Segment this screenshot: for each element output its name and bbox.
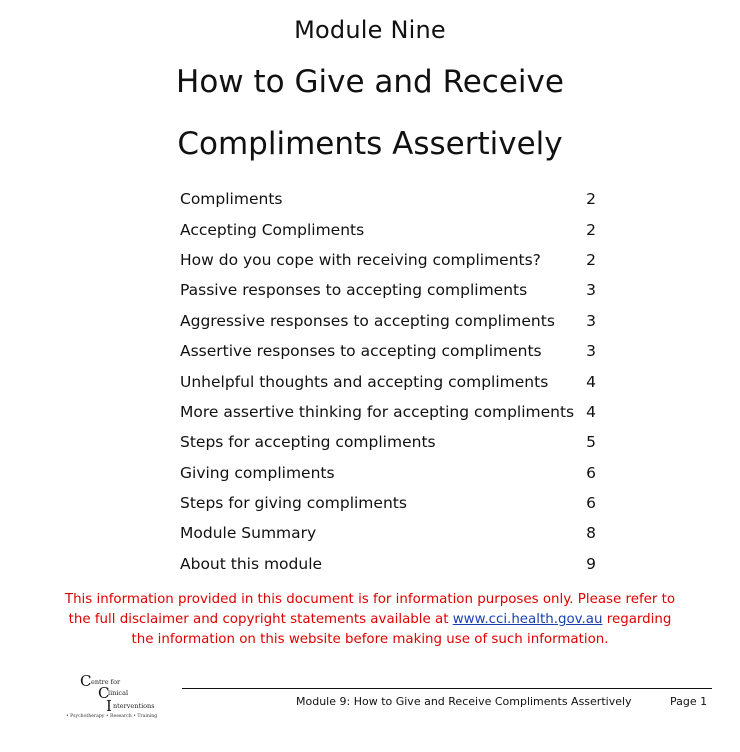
website-link[interactable]: www.cci.health.gov.au: [452, 612, 603, 627]
toc-item-label: Assertive responses to accepting compliments: [180, 342, 542, 361]
logo-text-line2: linical: [108, 689, 129, 697]
logo-tagline: • Psychotherapy • Research • Training: [66, 714, 158, 719]
toc-item-label: Passive responses to accepting compliments: [180, 281, 528, 300]
toc-item-label: How do you cope with receiving compliments?: [180, 250, 541, 269]
toc-item-page: 5: [586, 433, 596, 452]
toc-item[interactable]: [180, 336, 596, 366]
toc-item[interactable]: [180, 275, 596, 305]
toc-item-page: 8: [586, 524, 596, 543]
toc-item[interactable]: [180, 245, 596, 275]
toc-item-label: Steps for accepting compliments: [180, 433, 436, 452]
logo-letter-c1: C: [80, 672, 92, 690]
disclaimer-notice: [60, 590, 680, 650]
toc-item[interactable]: [180, 184, 596, 214]
cci-logo: [62, 672, 172, 722]
logo-text-line1: entre for: [91, 678, 121, 686]
toc-item-label: Aggressive responses to accepting compliments: [180, 311, 555, 330]
table-of-contents: [180, 184, 596, 579]
toc-item[interactable]: [180, 366, 596, 396]
toc-item-page: 3: [586, 281, 596, 300]
footer-title: Module 9: How to Give and Receive Compliments Assertively: [296, 695, 632, 708]
toc-item-label: Accepting Compliments: [180, 220, 365, 239]
footer-divider: [182, 688, 712, 689]
toc-item-page: 6: [586, 494, 596, 513]
toc-item-page: 2: [586, 250, 596, 269]
notice-text-after: regarding the information on this website before making use of such information.: [131, 612, 672, 647]
toc-item[interactable]: [180, 427, 596, 457]
toc-item[interactable]: [180, 549, 596, 579]
toc-item-page: 4: [586, 402, 596, 421]
toc-item[interactable]: [180, 397, 596, 427]
toc-item-page: 4: [586, 372, 596, 391]
toc-item-label: About this module: [180, 554, 323, 573]
toc-item[interactable]: [180, 214, 596, 244]
toc-item-label: Module Summary: [180, 524, 317, 543]
toc-item-label: Steps for giving compliments: [180, 494, 407, 513]
toc-item[interactable]: [180, 306, 596, 336]
toc-item-label: Compliments: [180, 190, 283, 209]
toc-item-label: Unhelpful thoughts and accepting compliments: [180, 372, 549, 391]
toc-item[interactable]: [180, 458, 596, 488]
notice-text-before: This information provided in this document is for information purposes only. Please refer to the full disclaimer and copyright statements available at: [64, 592, 676, 627]
footer-page-number: Page 1: [670, 695, 708, 708]
toc-item[interactable]: [180, 488, 596, 518]
toc-item[interactable]: [180, 518, 596, 548]
logo-letter-c2: C: [98, 684, 110, 702]
toc-item-page: 9: [586, 554, 596, 573]
toc-item-page: 2: [586, 220, 596, 239]
toc-item-page: 3: [586, 342, 596, 361]
title-line-1: How to Give and Receive: [176, 64, 564, 100]
logo-text-line3: nterventions: [113, 702, 155, 710]
toc-item-page: 3: [586, 311, 596, 330]
module-label: Module Nine: [294, 16, 446, 44]
toc-item-page: 2: [586, 190, 596, 209]
toc-item-label: Giving compliments: [180, 463, 335, 482]
toc-item-label: More assertive thinking for accepting compliments: [180, 402, 575, 421]
title-line-2: Compliments Assertively: [177, 126, 563, 162]
logo-letter-i: I: [106, 697, 112, 715]
toc-item-page: 6: [586, 463, 596, 482]
